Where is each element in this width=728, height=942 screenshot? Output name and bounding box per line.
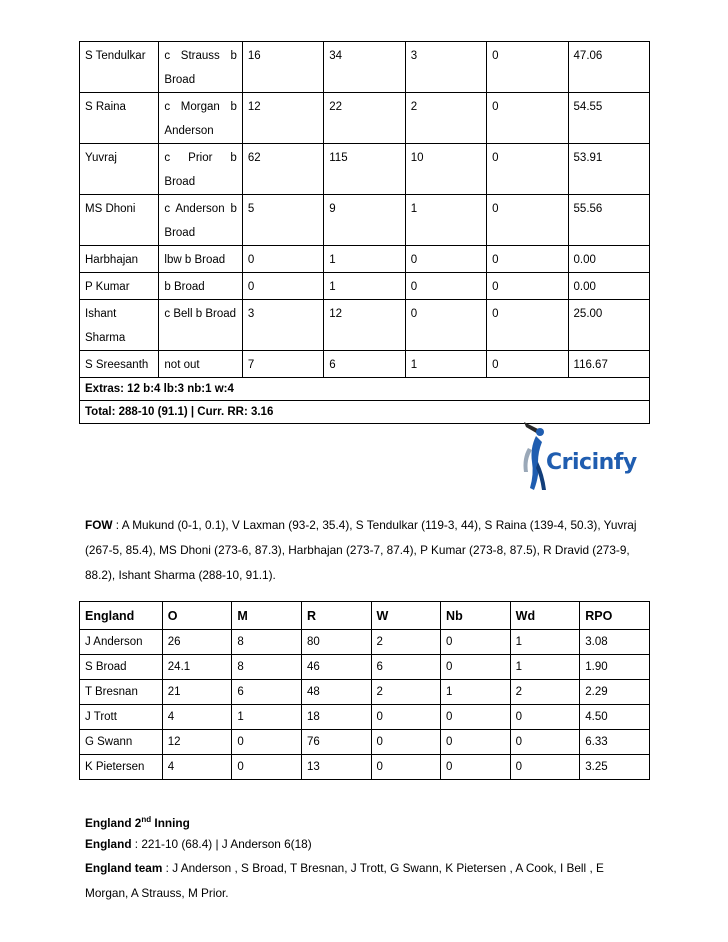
bowling-cell: 80 [301, 630, 371, 655]
bowling-cell: 6 [371, 655, 441, 680]
bowling-cell: 4.50 [580, 705, 650, 730]
team-text: : J Anderson , S Broad, T Bresnan, J Trott, G Swann, K Pietersen , A Cook, I Bell , E Morgan, A Strauss, M Prior. [85, 861, 604, 900]
bowling-header-row [80, 602, 650, 630]
bowling-row [80, 755, 650, 780]
bowling-header-cell: M [232, 602, 302, 630]
batting-cell-runs: 62 [242, 144, 323, 195]
bowling-cell: 1 [441, 680, 511, 705]
total-row-text: Total: 288-10 (91.1) | Curr. RR: 3.16 [80, 401, 650, 424]
batting-cell-dismissal: c Prior b Broad [159, 144, 242, 195]
bowling-cell: 3.08 [580, 630, 650, 655]
bowling-cell: 0 [441, 730, 511, 755]
bowling-cell: 0 [441, 630, 511, 655]
batting-cell-fours: 0 [405, 273, 486, 300]
batting-cell-dismissal: c Anderson b Broad [159, 195, 242, 246]
batting-cell-sixes: 0 [487, 300, 568, 351]
logo-wordmark: Cricinfy [546, 450, 637, 475]
batting-cell-sixes: 0 [487, 195, 568, 246]
batting-cell-strike-rate: 116.67 [568, 351, 649, 378]
batting-cell-strike-rate: 55.56 [568, 195, 649, 246]
bowling-header-cell: RPO [580, 602, 650, 630]
innings-score-line [85, 832, 650, 857]
batting-cell-dismissal: c Morgan b Anderson [159, 93, 242, 144]
batting-cell-runs: 0 [242, 246, 323, 273]
fow-text: : A Mukund (0-1, 0.1), V Laxman (93-2, 35.4), S Tendulkar (119-3, 44), S Raina (139-4, 50.3), Yuvraj (267-5, 85.4), MS Dhoni (273-6, 87.3), Harbhajan (273-7, 87.4), P Kumar (273-8, 87.5), R Dravid (273-9, 88.2), Ishant Sharma (288-10, 91.1). [85, 518, 637, 582]
batting-cell-strike-rate: 0.00 [568, 246, 649, 273]
batting-cell-balls: 1 [324, 246, 405, 273]
bowling-cell: 1.90 [580, 655, 650, 680]
bowling-cell: T Bresnan [80, 680, 163, 705]
batting-cell-batsman-name: S Sreesanth [80, 351, 159, 378]
batting-cell-dismissal: c Bell b Broad [159, 300, 242, 351]
batting-cell-balls: 9 [324, 195, 405, 246]
bowling-cell: J Anderson [80, 630, 163, 655]
batting-row [80, 273, 650, 300]
score-text: : 221-10 (68.4) | J Anderson 6(18) [131, 837, 312, 851]
bowling-cell: 0 [371, 730, 441, 755]
bowling-cell: 0 [371, 705, 441, 730]
bowling-cell: 1 [510, 630, 580, 655]
bowling-header-cell: W [371, 602, 441, 630]
bowling-cell: 24.1 [162, 655, 232, 680]
batting-cell-sixes: 0 [487, 351, 568, 378]
batting-cell-batsman-name: Harbhajan [80, 246, 159, 273]
batting-cell-sixes: 0 [487, 273, 568, 300]
extras-row-text: Extras: 12 b:4 lb:3 nb:1 w:4 [80, 378, 650, 401]
bowling-cell: 1 [232, 705, 302, 730]
bowling-table-body [80, 630, 650, 780]
bowling-cell: 18 [301, 705, 371, 730]
bowling-cell: 2 [371, 630, 441, 655]
bowling-cell: J Trott [80, 705, 163, 730]
batting-cell-balls: 22 [324, 93, 405, 144]
bowling-cell: 0 [510, 705, 580, 730]
batting-scorecard-table [79, 41, 650, 424]
batting-cell-batsman-name: P Kumar [80, 273, 159, 300]
batting-cell-strike-rate: 25.00 [568, 300, 649, 351]
batting-cell-strike-rate: 54.55 [568, 93, 649, 144]
batting-table-body [80, 42, 650, 424]
bowling-cell: 0 [441, 755, 511, 780]
bowling-cell: 21 [162, 680, 232, 705]
batting-cell-fours: 1 [405, 195, 486, 246]
bowling-header-cell: R [301, 602, 371, 630]
bowling-cell: 76 [301, 730, 371, 755]
batting-cell-sixes: 0 [487, 42, 568, 93]
bowling-cell: 3.25 [580, 755, 650, 780]
batting-cell-dismissal: not out [159, 351, 242, 378]
batting-cell-fours: 3 [405, 42, 486, 93]
batting-cell-runs: 7 [242, 351, 323, 378]
bowling-cell: 0 [232, 730, 302, 755]
cricinfo-logo [516, 418, 646, 494]
bowling-cell: 8 [232, 655, 302, 680]
batting-row [80, 246, 650, 273]
bowling-cell: 1 [510, 655, 580, 680]
bowling-cell: S Broad [80, 655, 163, 680]
batting-cell-batsman-name: Yuvraj [80, 144, 159, 195]
bowling-cell: 0 [510, 755, 580, 780]
bowling-cell: 4 [162, 705, 232, 730]
bowling-header-cell: O [162, 602, 232, 630]
batting-cell-fours: 2 [405, 93, 486, 144]
bowling-cell: 2.29 [580, 680, 650, 705]
batting-cell-batsman-name: S Tendulkar [80, 42, 159, 93]
bowling-cell: K Pietersen [80, 755, 163, 780]
extras-row [80, 378, 650, 401]
batting-cell-runs: 0 [242, 273, 323, 300]
batting-cell-strike-rate: 47.06 [568, 42, 649, 93]
fow-label: FOW [85, 518, 113, 532]
batting-cell-fours: 0 [405, 246, 486, 273]
bowling-row [80, 705, 650, 730]
batting-row [80, 195, 650, 246]
batting-cell-batsman-name: MS Dhoni [80, 195, 159, 246]
bowling-header-cell: Nb [441, 602, 511, 630]
batting-cell-strike-rate: 0.00 [568, 273, 649, 300]
batting-row [80, 42, 650, 93]
bowling-cell: 0 [371, 755, 441, 780]
bowling-row [80, 680, 650, 705]
bowling-figures-table [79, 601, 650, 780]
bowling-cell: 0 [441, 655, 511, 680]
batting-cell-strike-rate: 53.91 [568, 144, 649, 195]
batting-cell-balls: 6 [324, 351, 405, 378]
bowling-cell: 6.33 [580, 730, 650, 755]
batting-cell-runs: 16 [242, 42, 323, 93]
batting-cell-balls: 34 [324, 42, 405, 93]
batting-cell-runs: 12 [242, 93, 323, 144]
bowling-cell: 0 [510, 730, 580, 755]
bowling-cell: 12 [162, 730, 232, 755]
bowling-cell: 0 [441, 705, 511, 730]
batting-cell-batsman-name: S Raina [80, 93, 159, 144]
bowling-row [80, 655, 650, 680]
bowling-cell: 2 [371, 680, 441, 705]
batting-cell-sixes: 0 [487, 93, 568, 144]
batting-cell-dismissal: b Broad [159, 273, 242, 300]
batting-cell-runs: 3 [242, 300, 323, 351]
batting-cell-balls: 115 [324, 144, 405, 195]
batting-cell-fours: 10 [405, 144, 486, 195]
batting-cell-sixes: 0 [487, 144, 568, 195]
batting-cell-sixes: 0 [487, 246, 568, 273]
bowling-cell: 0 [232, 755, 302, 780]
batting-cell-dismissal: c Strauss b Broad [159, 42, 242, 93]
bowling-cell: 4 [162, 755, 232, 780]
bowling-cell: 48 [301, 680, 371, 705]
bowling-cell: 13 [301, 755, 371, 780]
batting-cell-batsman-name: Ishant Sharma [80, 300, 159, 351]
batting-cell-balls: 1 [324, 273, 405, 300]
bowling-row [80, 630, 650, 655]
bowling-cell: 8 [232, 630, 302, 655]
innings-title: England 2 [85, 815, 142, 830]
bowling-cell: 6 [232, 680, 302, 705]
batting-row [80, 300, 650, 351]
batting-row [80, 144, 650, 195]
bowling-cell: 46 [301, 655, 371, 680]
batting-cell-fours: 0 [405, 300, 486, 351]
innings-title-suffix: nd [141, 815, 152, 824]
bowling-cell: 26 [162, 630, 232, 655]
score-label: England [85, 837, 132, 851]
batting-cell-fours: 1 [405, 351, 486, 378]
team-label: England team [85, 861, 163, 875]
batting-row [80, 93, 650, 144]
bowling-row [80, 730, 650, 755]
batting-cell-dismissal: lbw b Broad [159, 246, 242, 273]
innings-title-end: Inning [151, 815, 190, 830]
bowling-header-cell: Wd [510, 602, 580, 630]
bowling-header-cell: England [80, 602, 163, 630]
team-line [85, 856, 650, 906]
bowling-cell: 2 [510, 680, 580, 705]
batting-row [80, 351, 650, 378]
batting-cell-balls: 12 [324, 300, 405, 351]
fall-of-wickets [85, 513, 647, 588]
batting-cell-runs: 5 [242, 195, 323, 246]
bowling-cell: G Swann [80, 730, 163, 755]
